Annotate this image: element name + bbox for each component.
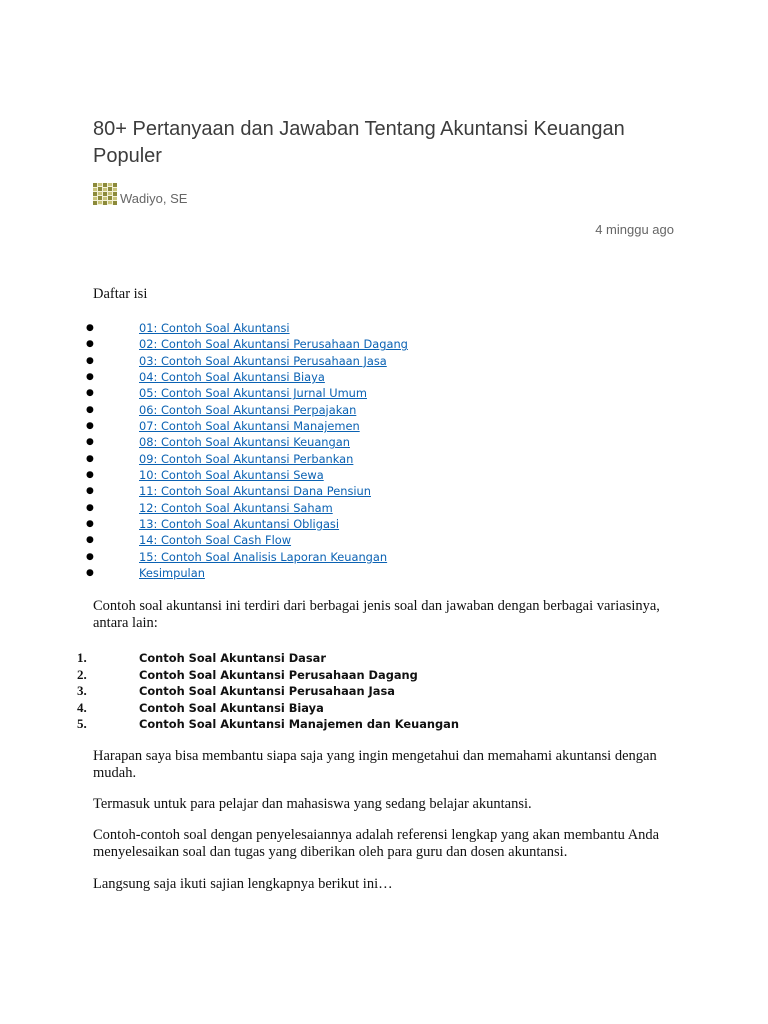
bullet-icon: ● xyxy=(86,535,94,546)
page-title: 80+ Pertanyaan dan Jawaban Tentang Akuntansi Keuangan Populer xyxy=(93,118,625,167)
toc-link[interactable]: 05: Contoh Soal Akuntansi Jurnal Umum xyxy=(139,386,367,401)
bullet-icon: ● xyxy=(86,470,94,481)
toc-link[interactable]: 11: Contoh Soal Akuntansi Dana Pensiun xyxy=(139,484,371,499)
bullet-icon: ● xyxy=(86,323,94,333)
author-row xyxy=(93,182,187,206)
list-number: 3. xyxy=(77,683,87,698)
pattern-avatar-icon xyxy=(93,183,117,205)
bullet-icon: ● xyxy=(86,388,94,399)
bullet-icon: ● xyxy=(86,453,94,464)
toc-link[interactable]: 10: Contoh Soal Akuntansi Sewa xyxy=(139,468,324,483)
list-item-text: Contoh Soal Akuntansi Perusahaan Jasa xyxy=(139,684,395,698)
toc-link[interactable]: Kesimpulan xyxy=(139,566,205,581)
list-number: 2. xyxy=(77,666,87,682)
paragraph-3: Contoh-contoh soal dengan penyelesaiannya adalah referensi lengkap yang akan membantu Anda menyelesaikan soal dan tugas yang diberikan oleh para guru dan dosen akuntansi. xyxy=(93,827,660,860)
intro-paragraph: Contoh soal akuntansi ini terdiri dari berbagai jenis soal dan jawaban dengan berbagai variasinya, antara lain: xyxy=(93,598,660,631)
toc-link[interactable]: 01: Contoh Soal Akuntansi xyxy=(139,321,290,335)
bullet-icon: ● xyxy=(86,502,94,513)
toc-link[interactable]: 09: Contoh Soal Akuntansi Perbankan xyxy=(139,451,354,466)
toc-link[interactable]: 04: Contoh Soal Akuntansi Biaya xyxy=(139,370,325,385)
bullet-icon: ● xyxy=(86,355,94,366)
toc-link[interactable]: 02: Contoh Soal Akuntansi Perusahaan Dagang xyxy=(139,337,408,352)
list-item-text: Contoh Soal Akuntansi Perusahaan Dagang xyxy=(139,667,418,682)
list-item-text: Contoh Soal Akuntansi Manajemen dan Keuangan xyxy=(139,717,459,731)
toc-link[interactable]: 15: Contoh Soal Analisis Laporan Keuangan xyxy=(139,549,388,564)
toc-link[interactable]: 13: Contoh Soal Akuntansi Obligasi xyxy=(139,517,340,532)
list-number: 4. xyxy=(77,699,87,715)
paragraph-2: Termasuk untuk para pelajar dan mahasiswa yang sedang belajar akuntansi. xyxy=(93,796,532,812)
paragraph-4: Langsung saja ikuti sajian lengkapnya berikut ini… xyxy=(93,876,393,892)
paragraph-1: Harapan saya bisa membantu siapa saja yang ingin mengetahui dan memahami akuntansi dengan mudah. xyxy=(93,748,657,781)
bullet-icon: ● xyxy=(86,486,94,497)
bullet-icon: ● xyxy=(86,421,94,432)
bullet-icon: ● xyxy=(86,372,94,383)
bullet-icon: ● xyxy=(86,519,94,530)
bullet-icon: ● xyxy=(86,404,94,415)
toc-link[interactable]: 06: Contoh Soal Akuntansi Perpajakan xyxy=(139,402,357,417)
toc-link[interactable]: 07: Contoh Soal Akuntansi Manajemen xyxy=(139,419,360,434)
bullet-icon: ● xyxy=(86,437,94,448)
bullet-icon: ● xyxy=(86,568,94,579)
bullet-icon: ● xyxy=(86,339,94,350)
list-number: 1. xyxy=(77,650,87,665)
toc-link[interactable]: 14: Contoh Soal Cash Flow xyxy=(139,533,292,548)
list-number: 5. xyxy=(77,716,87,731)
author-name[interactable]: Wadiyo, SE xyxy=(120,190,188,206)
toc-heading: Daftar isi xyxy=(93,286,148,302)
post-timestamp: 4 minggu ago xyxy=(595,222,674,237)
toc-link[interactable]: 03: Contoh Soal Akuntansi Perusahaan Jasa xyxy=(139,353,387,368)
list-item-text: Contoh Soal Akuntansi Biaya xyxy=(139,700,324,715)
list-item-text: Contoh Soal Akuntansi Dasar xyxy=(139,651,326,665)
toc-link[interactable]: 08: Contoh Soal Akuntansi Keuangan xyxy=(139,435,350,450)
toc-link[interactable]: 12: Contoh Soal Akuntansi Saham xyxy=(139,500,333,515)
bullet-icon: ● xyxy=(86,551,94,562)
